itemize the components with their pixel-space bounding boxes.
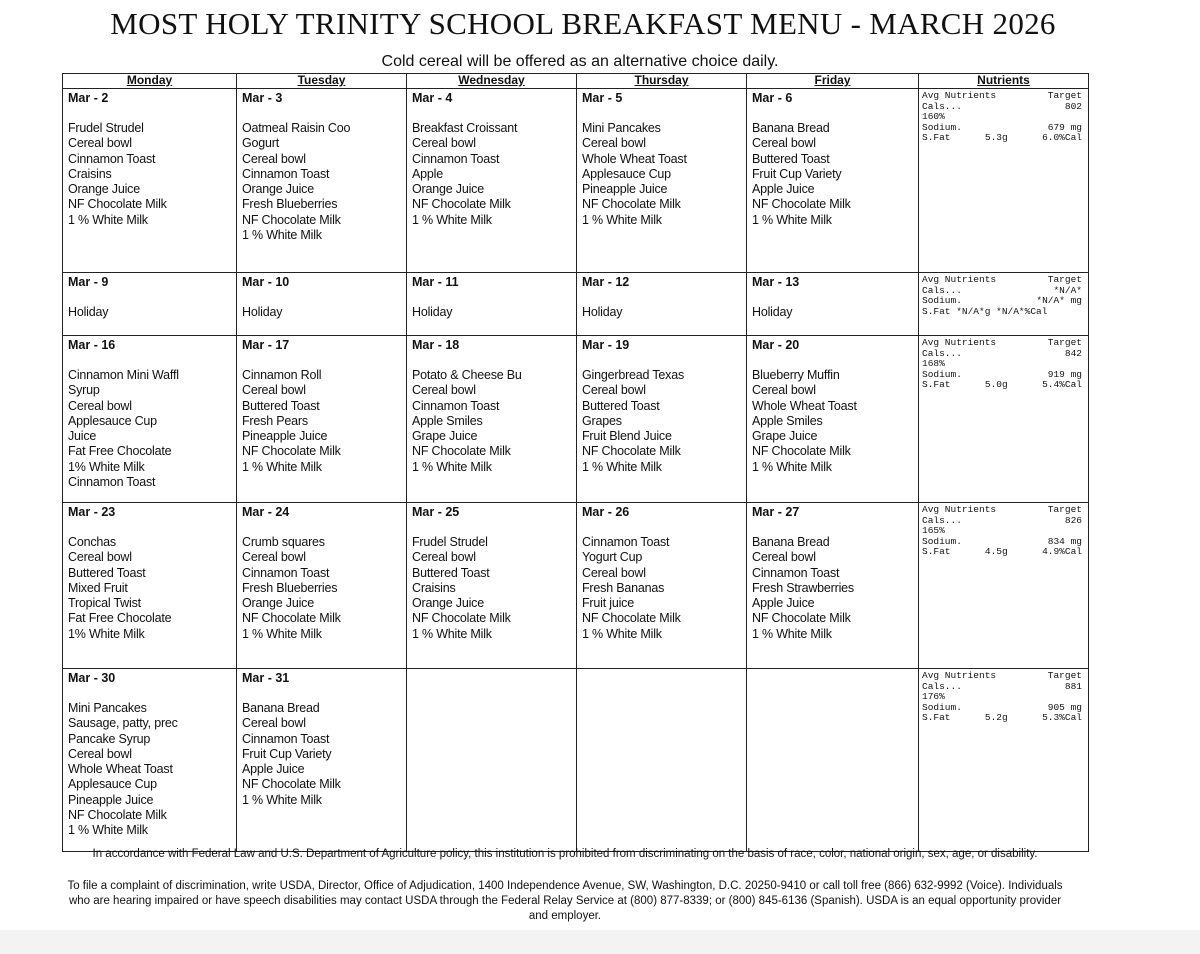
nutrient-value: S.Fat — [922, 712, 951, 723]
header-monday: Monday — [63, 74, 237, 89]
menu-item: 1 % White Milk — [752, 212, 832, 227]
menu-item: NF Chocolate Milk — [752, 444, 851, 459]
menu-item: Cereal bowl — [582, 136, 646, 151]
nutrient-line — [922, 547, 1088, 558]
nutrients-header — [922, 338, 1088, 349]
menu-item: Pineapple Juice — [582, 182, 668, 197]
menu-item: Cereal bowl — [68, 746, 132, 761]
menu-item: Applesauce Cup — [582, 166, 671, 181]
day-cell — [63, 669, 237, 852]
menu-item: NF Chocolate Milk — [242, 444, 341, 459]
menu-item: Pancake Syrup — [68, 731, 151, 746]
menu-item: Juice — [68, 429, 97, 444]
week-row — [63, 89, 1089, 273]
menu-item: Mini Pancakes — [68, 701, 147, 715]
menu-item: 1% White Milk — [68, 626, 145, 641]
menu-item: Mini Pancakes — [582, 121, 661, 135]
day-cell — [237, 273, 407, 336]
menu-item: Applesauce Cup — [68, 413, 157, 428]
day-date: Mar - 19 — [582, 338, 630, 352]
day-cell — [577, 669, 747, 852]
day-date: Mar - 6 — [752, 91, 793, 105]
menu-item: Cinnamon Toast — [412, 151, 500, 166]
menu-item: Holiday — [68, 305, 109, 319]
menu-item: 1 % White Milk — [68, 212, 148, 227]
menu-item: Sausage, patty, prec — [68, 716, 178, 731]
menu-item: Fresh Pears — [242, 413, 308, 428]
menu-item: Mixed Fruit — [68, 580, 128, 595]
nutrient-value: S.Fat *N/A*g *N/A*%Cal — [922, 305, 1048, 317]
nutrient-value: Sodium. — [922, 368, 962, 380]
menu-item: Potato & Cheese Bu — [412, 368, 522, 382]
day-date: Mar - 23 — [68, 505, 116, 519]
nutrient-value: Sodium. — [922, 121, 962, 133]
day-date: Mar - 26 — [582, 505, 630, 519]
day-date: Mar - 5 — [582, 91, 623, 105]
header-friday: Friday — [747, 74, 919, 89]
menu-item: Orange Juice — [68, 182, 140, 197]
menu-item: Buttered Toast — [68, 565, 146, 580]
menu-item: Cinnamon Roll — [242, 368, 322, 382]
nutrient-value: 802 — [1064, 100, 1082, 112]
menu-table — [62, 73, 1089, 852]
menu-item: Cinnamon Toast — [582, 535, 670, 549]
nutrients-header — [922, 275, 1088, 286]
menu-item: 1 % White Milk — [412, 212, 492, 227]
day-date: Mar - 12 — [582, 275, 630, 289]
menu-item: Frudel Strudel — [68, 121, 144, 135]
menu-item: Cinnamon Toast — [412, 398, 500, 413]
day-date: Mar - 18 — [412, 338, 460, 352]
menu-item: Crumb squares — [242, 535, 325, 549]
nutrient-value: 679 mg — [1047, 121, 1082, 133]
week-row — [63, 669, 1089, 852]
menu-item: Breakfast Croissant — [412, 121, 518, 135]
day-date: Mar - 11 — [412, 275, 459, 289]
day-cell — [577, 503, 747, 669]
day-cell — [747, 336, 919, 503]
menu-item: Apple Smiles — [752, 413, 823, 428]
nutrient-line — [922, 133, 1088, 144]
menu-item: NF Chocolate Milk — [412, 444, 511, 459]
menu-item: Cinnamon Toast — [68, 151, 156, 166]
nutrient-line — [922, 692, 1088, 703]
menu-item: Holiday — [242, 305, 283, 319]
day-date — [412, 671, 576, 686]
nutrient-value: S.Fat — [922, 546, 951, 557]
menu-item: Cereal bowl — [582, 383, 646, 398]
nutrient-value: 905 mg — [1047, 701, 1082, 713]
menu-item: Grape Juice — [412, 429, 478, 444]
nutrient-line — [922, 359, 1088, 370]
nutrient-value: 4.5g — [984, 546, 1008, 557]
day-cell — [407, 503, 577, 669]
menu-item: Gingerbread Texas — [582, 368, 684, 382]
nutrients-header-label: Target — [1047, 337, 1082, 348]
menu-item: Fresh Blueberries — [242, 197, 338, 212]
menu-item: 1 % White Milk — [242, 792, 322, 807]
menu-item: Fat Free Chocolate — [68, 444, 172, 459]
menu-item: Yogurt Cup — [582, 550, 643, 565]
menu-item: NF Chocolate Milk — [752, 611, 851, 626]
menu-item: 1 % White Milk — [412, 626, 492, 641]
nutrient-line — [922, 296, 1088, 307]
menu-item: Cinnamon Toast — [242, 565, 330, 580]
nutrient-value: 842 — [1064, 347, 1082, 359]
menu-item: Fresh Strawberries — [752, 580, 854, 595]
menu-item: Apple Juice — [752, 182, 815, 197]
nutrient-value: 4.9%Cal — [1042, 546, 1082, 557]
menu-item: Pineapple Juice — [242, 429, 328, 444]
menu-item: 1 % White Milk — [582, 212, 662, 227]
menu-item: NF Chocolate Milk — [68, 197, 167, 212]
day-cell — [577, 273, 747, 336]
menu-item: 1 % White Milk — [68, 823, 148, 838]
nutrient-line — [922, 102, 1088, 113]
nutrient-value: 165% — [922, 525, 945, 536]
menu-item: Whole Wheat Toast — [582, 151, 687, 166]
day-cell — [407, 336, 577, 503]
nutrient-value: Cals... — [922, 514, 962, 526]
nutrient-value: Sodium. — [922, 295, 962, 306]
menu-item: Cereal bowl — [68, 550, 132, 565]
menu-item: 1 % White Milk — [582, 626, 662, 641]
nondiscrimination-statement: In accordance with Federal Law and U.S. Department of Agriculture policy, this institution is prohibited from discriminating on the basis of race, color, national origin, sex, age, or disability. — [92, 848, 1038, 860]
menu-item: NF Chocolate Milk — [582, 444, 681, 459]
menu-item: 1 % White Milk — [242, 626, 322, 641]
menu-item: Buttered Toast — [582, 398, 660, 413]
nutrient-value: 5.0g — [984, 379, 1008, 390]
menu-item: Craisins — [412, 580, 456, 595]
menu-item: Holiday — [582, 305, 623, 319]
week-row — [63, 503, 1089, 669]
nutrients-header — [922, 505, 1088, 516]
nutrient-value: Cals... — [922, 284, 962, 296]
day-cell — [63, 336, 237, 503]
menu-item: Holiday — [412, 305, 453, 319]
header-row — [63, 74, 1089, 89]
day-date: Mar - 2 — [68, 91, 109, 105]
menu-item: Grape Juice — [752, 429, 818, 444]
day-cell — [237, 89, 407, 273]
menu-item: Whole Wheat Toast — [752, 398, 857, 413]
menu-item: Frudel Strudel — [412, 535, 488, 549]
menu-item: Apple Juice — [752, 596, 815, 611]
day-cell — [747, 273, 919, 336]
menu-item: 1 % White Milk — [752, 459, 832, 474]
complaint-statement: To file a complaint of discrimination, write USDA, Director, Office of Adjudication, 1400 Independence Avenue, SW, Washington, D.C. 20250-9410 or call toll free (866) 632-9992 (Voice). Individuals who are hearing impaired or have speech disabilities may contact USDA through the Federal Relay Service at (800) 877-8339; or (800) 845-6136 (Spanish). USDA is an equal opportunity provider and employer. — [67, 880, 1063, 922]
day-cell — [407, 89, 577, 273]
menu-item: Cinnamon Toast — [242, 731, 330, 746]
menu-item: Cereal bowl — [752, 136, 816, 151]
nutrients-header-label: Target — [1047, 670, 1082, 681]
menu-item: 1% White Milk — [68, 459, 145, 474]
menu-item: Blueberry Muffin — [752, 368, 840, 382]
menu-item: Cinnamon Mini Waffl — [68, 368, 179, 382]
nutrient-value: 5.3%Cal — [1042, 712, 1082, 723]
menu-item: Apple Juice — [242, 762, 305, 777]
nutrient-value: Sodium. — [922, 701, 962, 713]
day-cell — [407, 669, 577, 852]
week-row — [63, 336, 1089, 503]
day-date — [582, 671, 746, 686]
nutrient-value: Cals... — [922, 100, 962, 112]
menu-item: Whole Wheat Toast — [68, 762, 173, 777]
day-cell — [237, 503, 407, 669]
week-row — [63, 273, 1089, 336]
nutrients-header-label: Avg Nutrients — [922, 670, 997, 681]
nutrient-value: S.Fat — [922, 132, 951, 143]
menu-item: Cereal bowl — [752, 383, 816, 398]
menu-item: Cinnamon Toast — [68, 475, 156, 490]
day-cell — [237, 669, 407, 852]
menu-item: Orange Juice — [242, 596, 314, 611]
nutrients-header-label: Avg Nutrients — [922, 337, 997, 348]
nutrients-header-label: Target — [1047, 504, 1082, 515]
menu-item: Banana Bread — [752, 535, 830, 549]
day-date: Mar - 27 — [752, 505, 800, 519]
menu-subtitle: Cold cereal will be offered as an alternative choice daily. — [381, 53, 779, 70]
nutrients-cell — [919, 503, 1089, 669]
day-cell — [237, 336, 407, 503]
nutrients-cell — [919, 273, 1089, 336]
nutrient-value: Cals... — [922, 347, 962, 359]
menu-item: NF Chocolate Milk — [582, 197, 681, 212]
menu-item: 1 % White Milk — [412, 459, 492, 474]
nutrients-header-label: Avg Nutrients — [922, 504, 997, 515]
menu-item: 1 % White Milk — [582, 459, 662, 474]
day-date: Mar - 31 — [242, 671, 290, 685]
day-date — [752, 671, 918, 686]
nutrient-line — [922, 307, 1088, 318]
day-cell — [747, 669, 919, 852]
nutrient-value: *N/A* — [1053, 284, 1082, 296]
nutrient-line — [922, 380, 1088, 391]
day-date: Mar - 16 — [68, 338, 116, 352]
nutrients-header-label: Avg Nutrients — [922, 274, 997, 285]
menu-item: Cinnamon Toast — [242, 166, 330, 181]
menu-item: Cereal bowl — [242, 383, 306, 398]
menu-item: NF Chocolate Milk — [412, 197, 511, 212]
menu-item: Buttered Toast — [242, 398, 320, 413]
nutrient-line — [922, 516, 1088, 527]
nutrient-value: 168% — [922, 358, 945, 369]
nutrient-value: 160% — [922, 111, 945, 122]
menu-item: Cereal bowl — [752, 550, 816, 565]
nutrients-cell — [919, 336, 1089, 503]
menu-item: Cereal bowl — [242, 550, 306, 565]
day-date: Mar - 30 — [68, 671, 116, 685]
nutrient-line — [922, 526, 1088, 537]
nutrient-value: *N/A* mg — [1036, 295, 1082, 306]
header-thursday: Thursday — [577, 74, 747, 89]
nutrient-value: S.Fat — [922, 379, 951, 390]
menu-title: MOST HOLY TRINITY SCHOOL BREAKFAST MENU - MARCH 2026 — [110, 6, 1056, 41]
menu-item: Tropical Twist — [68, 596, 141, 611]
menu-item: Oatmeal Raisin Coo — [242, 121, 351, 135]
menu-item: Cereal bowl — [412, 136, 476, 151]
day-cell — [747, 503, 919, 669]
menu-item: Cereal bowl — [242, 716, 306, 731]
menu-item: Fruit Cup Variety — [242, 746, 332, 761]
menu-item: Cereal bowl — [68, 398, 132, 413]
header-wednesday: Wednesday — [407, 74, 577, 89]
nutrient-value: 176% — [922, 691, 945, 702]
menu-item: Banana Bread — [752, 121, 830, 135]
day-cell — [63, 503, 237, 669]
menu-item: 1 % White Milk — [242, 459, 322, 474]
header-tuesday: Tuesday — [237, 74, 407, 89]
menu-item: Apple Smiles — [412, 413, 483, 428]
nutrient-line — [922, 682, 1088, 693]
menu-item: Fruit juice — [582, 596, 634, 611]
day-date: Mar - 17 — [242, 338, 290, 352]
day-cell — [577, 89, 747, 273]
nutrients-cell — [919, 89, 1089, 273]
day-cell — [63, 89, 237, 273]
menu-item: NF Chocolate Milk — [752, 197, 851, 212]
menu-item: Holiday — [752, 305, 793, 319]
menu-item: Orange Juice — [412, 596, 484, 611]
day-date: Mar - 9 — [68, 275, 109, 289]
menu-item: NF Chocolate Milk — [242, 212, 341, 227]
menu-item: Banana Bread — [242, 701, 320, 715]
day-date: Mar - 24 — [242, 505, 290, 519]
nutrient-value: 881 — [1064, 680, 1082, 692]
nutrient-value: 5.4%Cal — [1042, 379, 1082, 390]
nutrient-value: Cals... — [922, 680, 962, 692]
menu-item: Pineapple Juice — [68, 792, 154, 807]
menu-item: NF Chocolate Milk — [242, 777, 341, 792]
menu-item: Buttered Toast — [412, 565, 490, 580]
menu-item: Craisins — [68, 166, 112, 181]
menu-item: 1 % White Milk — [752, 626, 832, 641]
menu-item: Cereal bowl — [68, 136, 132, 151]
menu-item: Orange Juice — [242, 182, 314, 197]
menu-item: Gogurt — [242, 136, 280, 151]
day-date: Mar - 25 — [412, 505, 460, 519]
nutrients-header-label: Target — [1047, 90, 1082, 101]
nutrient-value: 5.2g — [984, 712, 1008, 723]
nutrients-header-label: Avg Nutrients — [922, 90, 997, 101]
menu-item: Apple — [412, 166, 443, 181]
day-cell — [407, 273, 577, 336]
menu-item: Conchas — [68, 535, 116, 549]
nutrient-value: 6.0%Cal — [1042, 132, 1082, 143]
menu-item: NF Chocolate Milk — [68, 808, 167, 823]
nutrients-header-label: Target — [1047, 274, 1082, 285]
menu-item: NF Chocolate Milk — [582, 611, 681, 626]
day-date: Mar - 13 — [752, 275, 800, 289]
header-nutrients: Nutrients — [919, 74, 1089, 89]
menu-item: Fresh Blueberries — [242, 580, 338, 595]
menu-item: Orange Juice — [412, 182, 484, 197]
nutrients-header — [922, 91, 1088, 102]
menu-item: Buttered Toast — [752, 151, 830, 166]
menu-item: NF Chocolate Milk — [412, 611, 511, 626]
nutrient-value: 834 mg — [1047, 535, 1082, 547]
nutrient-value: 826 — [1064, 514, 1082, 526]
nutrient-value: Sodium. — [922, 535, 962, 547]
day-date: Mar - 4 — [412, 91, 453, 105]
menu-item: Cereal bowl — [582, 565, 646, 580]
menu-item: Grapes — [582, 413, 622, 428]
menu-item: Applesauce Cup — [68, 777, 157, 792]
menu-item: Cinnamon Toast — [752, 565, 840, 580]
menu-item: Cereal bowl — [412, 383, 476, 398]
menu-item: Fat Free Chocolate — [68, 611, 172, 626]
day-cell — [577, 336, 747, 503]
menu-item: Cereal bowl — [242, 151, 306, 166]
day-date: Mar - 10 — [242, 275, 290, 289]
day-cell — [63, 273, 237, 336]
nutrient-line — [922, 713, 1088, 724]
menu-item: Fresh Bananas — [582, 580, 665, 595]
day-cell — [747, 89, 919, 273]
nutrients-cell — [919, 669, 1089, 852]
nutrients-header — [922, 671, 1088, 682]
menu-item: Cereal bowl — [412, 550, 476, 565]
menu-item: 1 % White Milk — [242, 228, 322, 243]
menu-item: Fruit Blend Juice — [582, 429, 672, 444]
menu-item: NF Chocolate Milk — [242, 611, 341, 626]
page-bottom-shade — [0, 930, 1200, 954]
nutrient-value: 919 mg — [1047, 368, 1082, 380]
menu-item: Fruit Cup Variety — [752, 166, 842, 181]
nutrient-line — [922, 112, 1088, 123]
day-date: Mar - 20 — [752, 338, 800, 352]
day-date: Mar - 3 — [242, 91, 283, 105]
menu-item: Syrup — [68, 383, 100, 398]
nutrient-value: 5.3g — [984, 132, 1008, 143]
nutrient-line — [922, 349, 1088, 360]
